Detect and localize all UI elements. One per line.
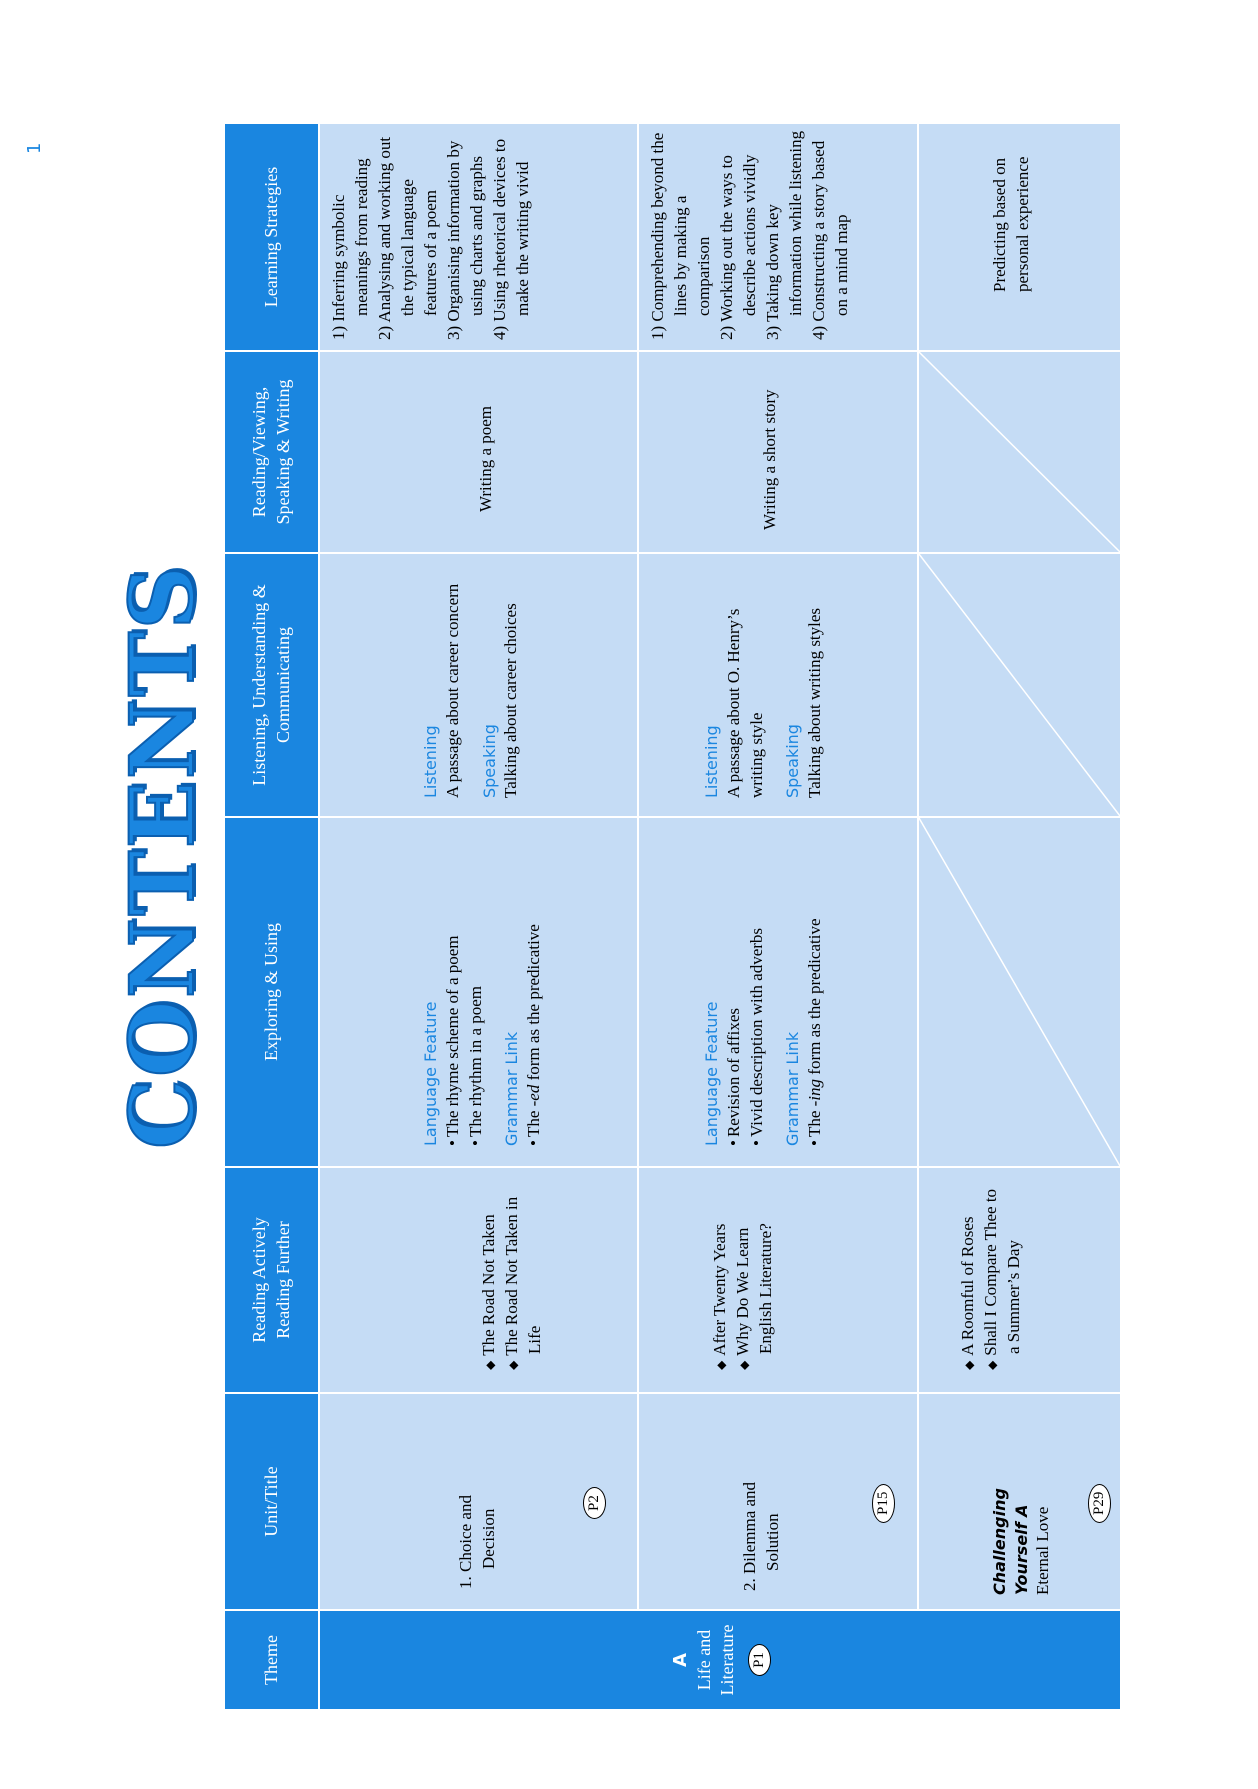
- contents-table: [225, 124, 1120, 1709]
- unit2-speaking-label: Speaking: [783, 724, 803, 798]
- unit2-exploring-cell: [639, 818, 917, 1166]
- unit2-language-item: • Vivid description with adverbs: [746, 826, 769, 1146]
- header-reading-line1: Reading Actively: [249, 1217, 270, 1343]
- unit2-language-feature-label: Language Feature: [702, 1001, 721, 1146]
- diagonal-slash: [919, 352, 1120, 552]
- unit1-grammar-item: [523, 826, 546, 1146]
- header-theme-text: Theme: [260, 1635, 281, 1685]
- unit2-listening-cell: [639, 554, 917, 816]
- unit2-page-badge[interactable]: P15: [872, 1484, 895, 1523]
- unit2-strategy-item: 2) Working out the ways to describe actions vividly: [716, 154, 759, 340]
- header-listening: [225, 554, 318, 816]
- challenge-reading-item[interactable]: ◆ Shall I Compare Thee to a Summer’s Day: [980, 1180, 1026, 1370]
- unit2-grammar-prefix: The: [805, 1106, 825, 1138]
- diagonal-slash: [919, 554, 1120, 816]
- theme-name-line2: Literature: [717, 1624, 738, 1696]
- header-listening-line2: Communicating: [272, 627, 293, 744]
- unit1-grammar-suffix: form as the predicative: [524, 924, 544, 1085]
- header-reading-line2: Reading Further: [272, 1221, 293, 1339]
- header-strategies-text: Learning Strategies: [260, 166, 281, 308]
- challenge-listening-empty: [919, 554, 1120, 816]
- challenge-writing-empty: [919, 352, 1120, 552]
- unit1-title[interactable]: [455, 1495, 501, 1589]
- header-writing-line2: Speaking & Writing: [272, 379, 293, 525]
- theme-page-badge[interactable]: P1: [748, 1644, 771, 1676]
- challenge-strategies-cell: [919, 124, 1120, 350]
- unit2-reading-cell: [639, 1168, 917, 1392]
- unit1-reading-item[interactable]: ◆ The Road Not Taken: [478, 1180, 501, 1370]
- unit1-reading-cell: [320, 1168, 637, 1392]
- unit1-strategy-item: 1) Inferring symbolic meanings from reading: [329, 158, 371, 340]
- unit1-writing-text: Writing a poem: [476, 405, 495, 512]
- unit1-language-feature-label: Language Feature: [421, 1001, 440, 1146]
- unit1-language-item: • The rhythm in a poem: [465, 826, 488, 1146]
- unit1-grammar-em: -ed: [524, 1084, 544, 1107]
- challenge-label-line2: Yourself A: [1011, 1504, 1031, 1595]
- challenge-reading-item[interactable]: ◆ A Roomful of Roses: [957, 1180, 980, 1370]
- unit2-listening-label: Listening: [702, 725, 721, 798]
- theme-letter: A: [670, 1653, 692, 1667]
- unit2-writing-text: Writing a short story: [760, 389, 779, 530]
- unit2-grammar-link-label: Grammar Link: [783, 1031, 803, 1146]
- challenge-exploring-empty: [919, 818, 1120, 1166]
- header-writing-line1: Reading/Viewing,: [249, 386, 270, 518]
- unit2-listening-text: A passage about O. Henry’s writing style: [723, 608, 766, 798]
- header-unit-title-text: Unit/Title: [260, 1466, 281, 1537]
- challenge-title-cell: [919, 1394, 1120, 1609]
- unit1-grammar-prefix: The: [524, 1106, 544, 1138]
- unit2-strategy-item: 4) Constructing a story based on a mind map: [808, 140, 851, 340]
- unit2-reading-item[interactable]: ◆ After Twenty Years: [709, 1180, 732, 1370]
- page-title: CONTENTS: [110, 563, 214, 1149]
- unit1-speaking-label: Speaking: [479, 724, 499, 798]
- challenge-title[interactable]: [989, 1488, 1055, 1595]
- header-theme: [225, 1611, 318, 1709]
- unit2-language-item: • Revision of affixes: [723, 826, 746, 1146]
- challenge-reading-cell: [919, 1168, 1120, 1392]
- unit1-writing-cell: [320, 352, 637, 552]
- unit2-grammar-item: [804, 826, 827, 1146]
- unit1-grammar-link-label: Grammar Link: [502, 1031, 522, 1146]
- rotated-page: [0, 109, 1120, 1789]
- header-unit-title: [225, 1394, 318, 1609]
- theme-cell: [320, 1611, 1120, 1709]
- unit1-page-badge[interactable]: P2: [583, 1487, 606, 1519]
- unit1-strategies-cell: [320, 124, 637, 350]
- header-reading: [225, 1168, 318, 1392]
- unit1-strategy-item: 3) Organising information by using charts and graphs: [443, 140, 486, 340]
- header-exploring-text: Exploring & Using: [260, 923, 281, 1061]
- unit2-title-line1: 2. Dilemma and: [740, 1481, 759, 1591]
- unit1-listening-label: Listening: [421, 725, 440, 798]
- unit2-speaking-text: Talking about writing styles: [805, 607, 825, 798]
- challenge-page-badge[interactable]: P29: [1088, 1484, 1111, 1523]
- unit1-strategy-item: 2) Analysing and working out the typical language features of a poem: [374, 136, 440, 340]
- unit1-reading-item[interactable]: ◆ The Road Not Taken in Life: [501, 1180, 547, 1370]
- challenge-label-line1: Challenging: [990, 1488, 1009, 1595]
- unit2-writing-cell: [639, 352, 917, 552]
- header-listening-line1: Listening, Understanding &: [249, 584, 270, 786]
- header-strategies: [225, 124, 318, 350]
- challenge-unit-title: Eternal Love: [1033, 1506, 1053, 1595]
- unit2-title-line2: Solution: [762, 1513, 782, 1571]
- unit1-speaking-text: Talking about career choices: [501, 603, 521, 798]
- unit2-strategy-item: 1) Comprehending beyond the lines by making a comparison: [648, 132, 713, 340]
- unit2-grammar-em: -ing: [805, 1078, 825, 1107]
- header-writing: [225, 352, 318, 552]
- unit1-listening-text: A passage about career concern: [442, 583, 462, 798]
- page-number: 1: [24, 142, 45, 154]
- unit1-language-item: • The rhyme scheme of a poem: [442, 826, 465, 1146]
- unit2-grammar-suffix: form as the predicative: [805, 918, 825, 1079]
- unit1-title-line1: 1. Choice and: [456, 1495, 475, 1589]
- challenge-strategy-text: Predicting based on personal experience: [990, 156, 1032, 292]
- unit1-listening-cell: [320, 554, 637, 816]
- theme-name-line1: Life and: [693, 1629, 714, 1691]
- unit2-title[interactable]: [739, 1482, 785, 1591]
- diagonal-slash: [919, 818, 1120, 1166]
- unit1-title-cell: [320, 1394, 637, 1609]
- unit2-reading-item[interactable]: ◆ Why Do We Learn English Literature?: [732, 1180, 778, 1370]
- unit1-title-line2: Decision: [478, 1508, 498, 1569]
- unit1-strategy-item: 4) Using rhetorical devices to make the writing vivid: [489, 138, 532, 340]
- header-exploring: [225, 818, 318, 1166]
- unit1-exploring-cell: [320, 818, 637, 1166]
- unit2-title-cell: [639, 1394, 917, 1609]
- unit2-strategies-cell: [639, 124, 917, 350]
- unit2-strategy-item: 3) Taking down key information while listening: [762, 130, 805, 340]
